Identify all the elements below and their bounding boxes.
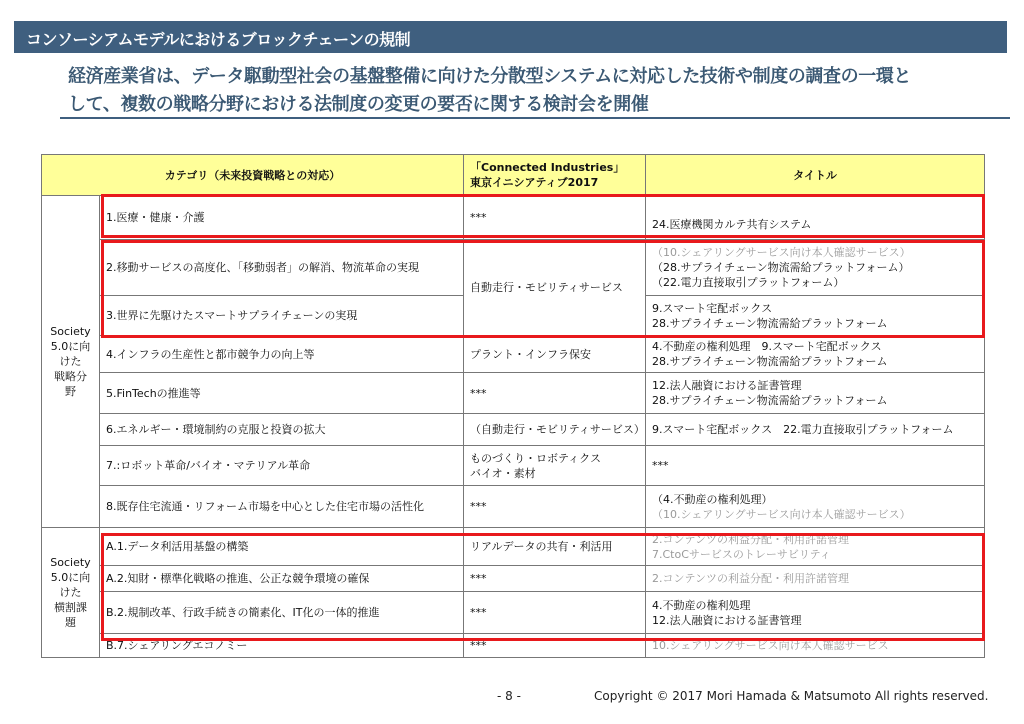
category-cell: 7.:ロボット革命/バイオ・マテリアル革命: [100, 446, 464, 486]
category-cell: 8.既存住宅流通・リフォーム市場を中心とした住宅市場の活性化: [100, 486, 464, 528]
table-row: [42, 592, 985, 634]
title-cell: 2.コンテンツの利益分配・利用許諾管理 7.CtoCサービスのトレーサビリティ: [646, 528, 985, 566]
connected-cell: ***: [464, 486, 646, 528]
header-title: タイトル: [646, 155, 985, 196]
category-cell: B.7.シェアリングエコノミー: [100, 634, 464, 658]
table-row: [42, 446, 985, 486]
title-cell: 12.法人融資における証書管理 28.サプライチェーン物流需給プラットフォーム: [646, 373, 985, 414]
group-label-strategy: Society 5.0に向 けた 戦略分 野: [42, 196, 100, 528]
title-cell: ***: [646, 446, 985, 486]
title-cell: （4.不動産の権利処理） （10.シェアリングサービス向け本人確認サービス）: [646, 486, 985, 528]
title-cell: 4.不動産の権利処理 9.スマート宅配ボックス 28.サプライチェーン物流需給プラットフォーム: [646, 336, 985, 373]
header-connected-line1: 「Connected Industries」: [470, 161, 625, 174]
connected-cell: ***: [464, 373, 646, 414]
headline-divider: [60, 117, 1010, 119]
connected-cell: ***: [464, 592, 646, 634]
category-cell: A.1.データ利活用基盤の構築: [100, 528, 464, 566]
connected-cell: 自動走行・モビリティサービス: [464, 240, 646, 336]
page-number: - 8 -: [497, 689, 521, 703]
category-cell: 3.世界に先駆けたスマートサプライチェーンの実現: [100, 296, 464, 336]
table-row: [42, 528, 985, 566]
header-connected: [464, 155, 646, 196]
category-cell: 6.エネルギー・環境制約の克服と投資の拡大: [100, 414, 464, 446]
connected-cell: リアルデータの共有・利活用: [464, 528, 646, 566]
title-cell: 2.コンテンツの利益分配・利用許諾管理: [646, 566, 985, 592]
header-bar: [14, 21, 1007, 53]
title-cell: 10.シェアリングサービス向け本人確認サービス: [646, 634, 985, 658]
table-row: [42, 240, 985, 296]
category-cell: 1.医療・健康・介護: [100, 196, 464, 240]
connected-cell: プラント・インフラ保安: [464, 336, 646, 373]
connected-cell: ***: [464, 566, 646, 592]
connected-cell: ***: [464, 634, 646, 658]
category-cell: B.2.規制改革、行政手続きの簡素化、IT化の一体的推進: [100, 592, 464, 634]
title-cell: 24.医療機関カルテ共有システム: [646, 196, 985, 240]
table-row: [42, 373, 985, 414]
table-row: [42, 634, 985, 658]
connected-cell: ものづくり・ロボティクス バイオ・素材: [464, 446, 646, 486]
copyright-notice: Copyright © 2017 Mori Hamada & Matsumoto All rights reserved.: [594, 689, 989, 703]
headline-line-1: 経済産業省は、データ駆動型社会の基盤整備に向けた分散型システムに対応した技術や制度の調査の一環と: [68, 66, 911, 87]
page-headline: [68, 63, 998, 119]
connected-cell: ***: [464, 196, 646, 240]
header-connected-line2: 東京イニシアティブ2017: [470, 176, 599, 189]
category-cell: 4.インフラの生産性と都市競争力の向上等: [100, 336, 464, 373]
category-cell: 2.移動サービスの高度化、「移動弱者」の解消、物流革命の実現: [100, 240, 464, 296]
title-cell: 4.不動産の権利処理 12.法人融資における証書管理: [646, 592, 985, 634]
title-cell: 9.スマート宅配ボックス 22.電力直接取引プラットフォーム: [646, 414, 985, 446]
headline-line-2: して、複数の戦略分野における法制度の変更の要否に関する検討会を開催: [68, 94, 649, 115]
connected-cell: （自動走行・モビリティサービス）: [464, 414, 646, 446]
title-cell: 9.スマート宅配ボックス 28.サプライチェーン物流需給プラットフォーム: [646, 296, 985, 336]
committee-table: [41, 154, 985, 658]
category-cell: A.2.知財・標準化戦略の推進、公正な競争環境の確保: [100, 566, 464, 592]
title-cell: （10.シェアリングサービス向け本人確認サービス） （28.サプライチェーン物流需給プラットフォーム） （22.電力直接取引プラットフォーム）: [646, 240, 985, 296]
group-label-crosscutting: Society 5.0に向 けた 横割課 題: [42, 528, 100, 658]
table-header-row: [42, 155, 985, 196]
table-row: [42, 414, 985, 446]
table-row: [42, 196, 985, 240]
table-row: [42, 486, 985, 528]
header-category: カテゴリ（未来投資戦略との対応）: [42, 155, 464, 196]
category-cell: 5.FinTechの推進等: [100, 373, 464, 414]
section-title: コンソーシアムモデルにおけるブロックチェーンの規制: [26, 30, 411, 49]
table-row: [42, 566, 985, 592]
table-row: [42, 336, 985, 373]
